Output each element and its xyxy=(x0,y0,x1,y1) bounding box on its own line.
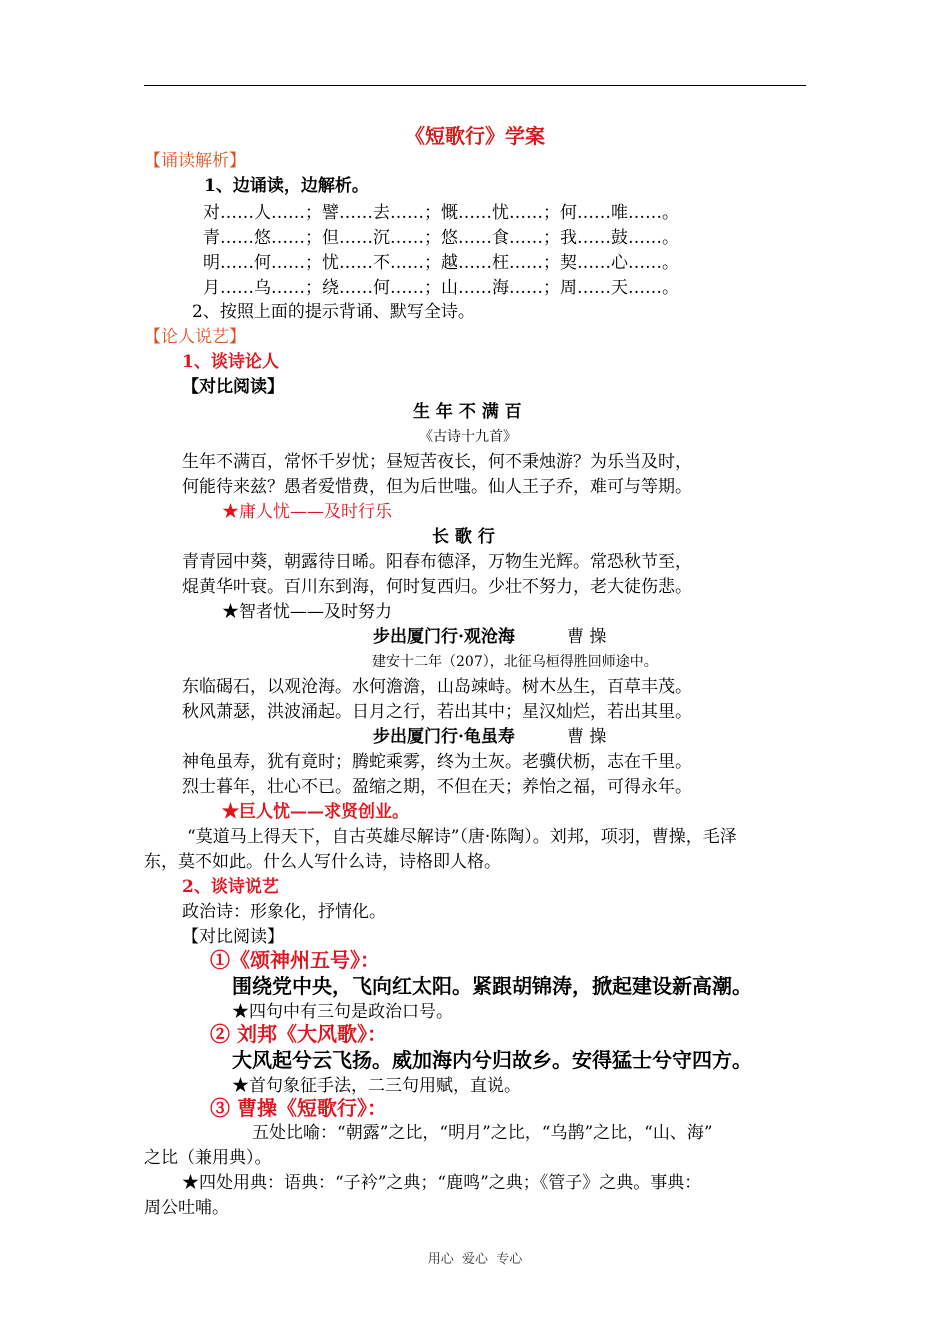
poem4-author: 曹 操 xyxy=(567,727,607,747)
header-rule xyxy=(144,85,806,86)
quote-line: 东，莫不如此。什么人写什么诗，诗格即人格。 xyxy=(144,852,501,872)
recite-row: 明……何……；忧……不……；越……枉……；契……心……。 xyxy=(203,253,679,273)
quote-line: “莫道马上得天下，自古英雄尽解诗”（唐·陈陶）。刘邦，项羽，曹操，毛泽 xyxy=(187,827,737,847)
poem4-note: ★巨人忧——求贤创业。 xyxy=(222,802,409,822)
poem3-title: 步出厦门行·观沧海 xyxy=(373,627,515,647)
poem4-line: 神龟虽寿，犹有竟时；腾蛇乘雾，终为土灰。老骥伏枥，志在千里。 xyxy=(182,752,692,772)
poem4-title: 步出厦门行·龟虽寿 xyxy=(373,727,515,747)
item3-line: ★四处用典：语典：“子衿”之典；“鹿鸣”之典；《管子》之典。事典： xyxy=(182,1173,702,1193)
poem3-line: 秋风萧瑟，洪波涌起。日月之行，若出其中；星汉灿烂，若出其里。 xyxy=(182,702,692,722)
poem3-author: 曹 操 xyxy=(567,627,607,647)
political-poem-text: 政治诗：形象化，抒情化。 xyxy=(182,902,386,922)
item3-line: 之比（兼用典）。 xyxy=(144,1148,272,1168)
poem1-source: 《古诗十九首》 xyxy=(419,429,517,445)
poem3-line: 东临碣石，以观沧海。水何澹澹，山岛竦峙。树木丛生，百草丰茂。 xyxy=(182,677,692,697)
item2-heading: ② 刘邦《大风歌》： xyxy=(210,1022,387,1046)
poem2-title: 长 歌 行 xyxy=(432,527,495,547)
recite-step2: 2、按照上面的提示背诵、默写全诗。 xyxy=(192,302,475,322)
item2-text: 大风起兮云飞扬。威加海内兮归故乡。安得猛士兮守四方。 xyxy=(232,1048,752,1072)
item2-note: ★首句象征手法，二三句用赋，直说。 xyxy=(232,1076,521,1096)
recite-row: 对……人……；譬……去……；慨……忧……；何……唯……。 xyxy=(203,203,679,223)
item3-heading: ③ 曹操《短歌行》： xyxy=(210,1096,387,1120)
poem1-title: 生 年 不 满 百 xyxy=(413,402,522,422)
item1-text: 围绕党中央，飞向红太阳。紧跟胡锦涛，掀起建设新高潮。 xyxy=(232,974,752,998)
discuss-sub2: 2、谈诗说艺 xyxy=(182,877,279,897)
recite-row: 月……乌……；绕……何……；山……海……；周……天……。 xyxy=(203,278,679,298)
item1-note: ★四句中有三句是政治口号。 xyxy=(232,1002,453,1022)
recite-row: 青……悠……；但……沉……；悠……食……；我……鼓……。 xyxy=(203,228,679,248)
page-footer: 用心 爱心 专心 xyxy=(427,1252,523,1267)
poem1-note: ★庸人忧——及时行乐 xyxy=(222,502,392,522)
poem2-note: ★智者忧——及时努力 xyxy=(222,602,392,622)
poem2-line: 焜黄华叶衰。百川东到海，何时复西归。少壮不努力，老大徒伤悲。 xyxy=(182,577,692,597)
poem2-line: 青青园中葵，朝露待日晞。阳春布德泽，万物生光辉。常恐秋节至， xyxy=(182,552,692,572)
poem1-line: 何能待来兹？愚者爱惜费，但为后世嗤。仙人王子乔，难可与等期。 xyxy=(182,477,692,497)
recite-header: 【诵读解析】 xyxy=(144,151,246,171)
discuss-header: 【论人说艺】 xyxy=(144,327,246,347)
compare-read-label: 【对比阅读】 xyxy=(182,927,284,947)
compare-read-label: 【对比阅读】 xyxy=(182,377,284,397)
poem1-line: 生年不满百，常怀千岁忧；昼短苦夜长，何不秉烛游？为乐当及时， xyxy=(182,452,692,472)
discuss-sub1: 1、谈诗论人 xyxy=(182,352,279,372)
page-title: 《短歌行》学案 xyxy=(405,124,545,148)
item3-line: 五处比喻：“朝露”之比，“明月”之比，“乌鹊”之比，“山、海” xyxy=(252,1123,713,1143)
poem4-line: 烈士暮年，壮心不已。盈缩之期，不但在天；养怡之福，可得永年。 xyxy=(182,777,692,797)
recite-step1: 1、边诵读，边解析。 xyxy=(204,176,369,196)
poem3-context: 建安十二年（207），北征乌桓得胜回师途中。 xyxy=(372,654,658,670)
item1-heading: ①《颂神州五号》： xyxy=(210,948,380,972)
item3-line: 周公吐哺。 xyxy=(144,1198,229,1218)
